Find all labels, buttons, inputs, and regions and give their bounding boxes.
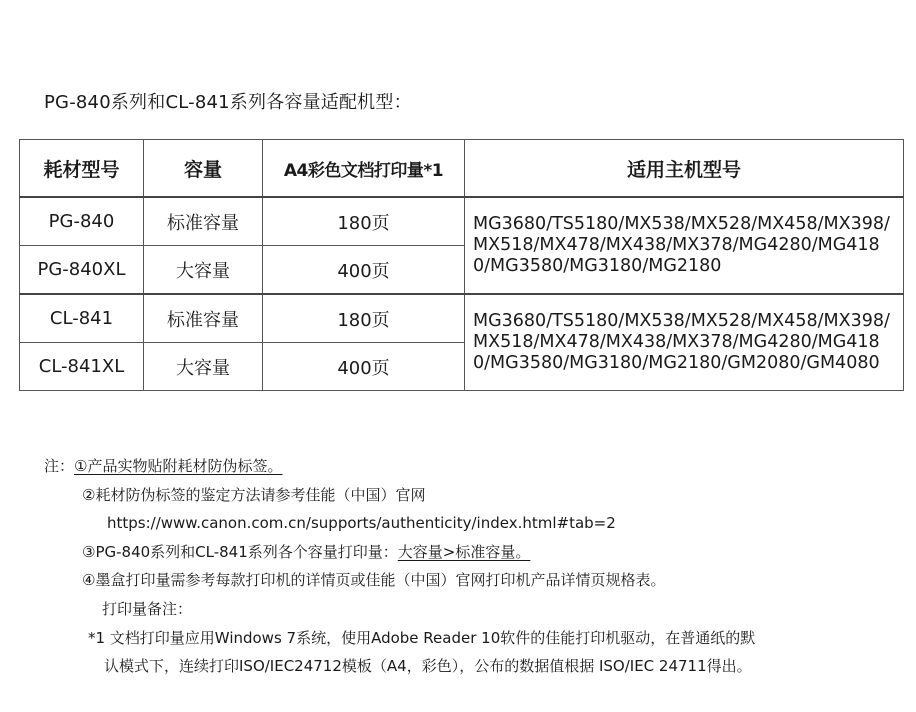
remark-line-2: 认模式下，连续打印ISO/IEC24712模板（A4，彩色），公布的数据值根据 ISO/IEC 24711得出。 — [104, 657, 752, 676]
notes-prefix: 注： — [44, 457, 75, 475]
column-header-capacity: 容量 — [144, 140, 263, 198]
note-3-text: ③PG-840系列和CL-841系列各个容量打印量： — [82, 542, 398, 561]
table-row — [20, 294, 904, 343]
notes-section — [44, 452, 904, 681]
note-1-text: ①产品实物贴附耗材防伪标签。 — [74, 457, 283, 475]
cartridge-capacity: 大容量 — [144, 246, 263, 295]
note-1 — [44, 452, 904, 481]
cartridge-capacity: 大容量 — [144, 343, 263, 391]
compatibility-table — [19, 139, 904, 391]
cartridge-yield: 400页 — [263, 343, 465, 391]
cartridge-capacity: 标准容量 — [144, 197, 263, 246]
cartridge-yield: 180页 — [263, 294, 465, 343]
note-3 — [44, 538, 904, 567]
note-3-emphasis: 大容量>标准容量。 — [397, 542, 531, 561]
compatible-printers-pg840: MG3680/TS5180/MX538/MX528/MX458/MX398/MX518/MX478/MX438/MX378/MG4280/MG4180/MG3580/MG3180/MG2180 — [465, 197, 904, 294]
page-title: PG-840系列和CL-841系列各容量适配机型： — [44, 92, 412, 113]
table-header-row — [20, 140, 904, 198]
cartridge-model: CL-841 — [20, 294, 144, 343]
remark-title: 打印量备注： — [102, 599, 193, 618]
column-header-compatible-printers: 适用主机型号 — [465, 140, 904, 198]
compatible-printers-cl841: MG3680/TS5180/MX538/MX528/MX458/MX398/MX518/MX478/MX438/MX378/MG4280/MG4180/MG3580/MG3180/MG2180/GM2080/GM4080 — [465, 294, 904, 391]
cartridge-yield: 180页 — [263, 197, 465, 246]
note-4: ④墨盒打印量需参考每款打印机的详情页或佳能（中国）官网打印机产品详情页规格表。 — [82, 571, 666, 590]
column-header-yield: A4彩色文档打印量*1 — [263, 140, 465, 198]
table-row — [20, 197, 904, 246]
cartridge-model: CL-841XL — [20, 343, 144, 391]
authenticity-url[interactable]: https://www.canon.com.cn/supports/authenticity/index.html#tab=2 — [107, 514, 616, 533]
remark-line-1: *1 文档打印量应用Windows 7系统，使用Adobe Reader 10软件的佳能打印机驱动，在普通纸的默 — [88, 628, 756, 647]
cartridge-capacity: 标准容量 — [144, 294, 263, 343]
cartridge-model: PG-840XL — [20, 246, 144, 295]
cartridge-yield: 400页 — [263, 246, 465, 295]
column-header-model: 耗材型号 — [20, 140, 144, 198]
note-2: ②耗材防伪标签的鉴定方法请参考佳能（中国）官网 — [82, 485, 426, 504]
cartridge-model: PG-840 — [20, 197, 144, 246]
